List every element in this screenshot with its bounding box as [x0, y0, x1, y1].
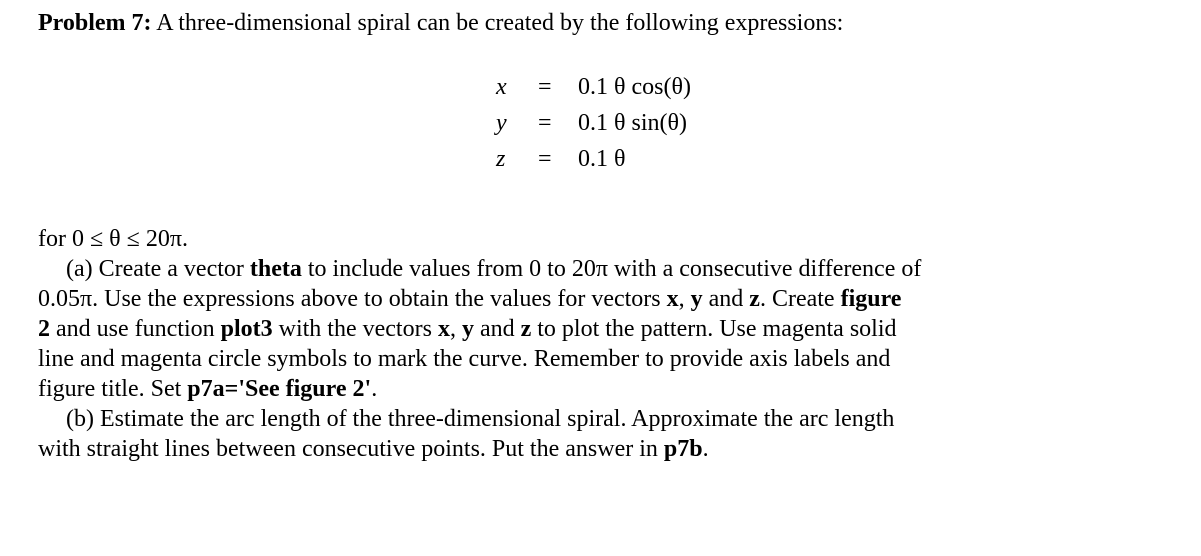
- p7a-assignment: p7a='See figure 2': [187, 376, 372, 402]
- figure-number: 2: [38, 316, 50, 342]
- part-a-text: ,: [678, 286, 691, 312]
- part-b-text: with straight lines between consecutive points. Put the answer in: [38, 436, 664, 462]
- vector-y-name: y: [461, 316, 474, 342]
- part-a-line-2: [38, 284, 901, 314]
- part-b-line-1: (b) Estimate the arc length of the three-dimensional spiral. Approximate the arc length: [66, 406, 895, 432]
- equation-x-rhs: 0.1 θ cos(θ): [578, 74, 691, 100]
- part-a-text: to include values from 0 to 20π with a consecutive difference of: [301, 256, 922, 282]
- vector-z-name: z: [749, 286, 760, 312]
- part-a-text: figure title. Set: [38, 376, 188, 402]
- equation-y-op: =: [538, 110, 552, 136]
- vector-x-name: x: [666, 286, 679, 312]
- part-a-text: .: [371, 376, 378, 402]
- part-a-line-3: [38, 314, 897, 344]
- part-a-text: with the vectors: [272, 316, 438, 342]
- equation-z-lhs: z: [496, 146, 506, 172]
- figure-keyword: figure: [840, 286, 902, 312]
- part-a-text: . Create: [759, 286, 841, 312]
- part-a-text: ,: [449, 316, 462, 342]
- p7b-variable: p7b: [663, 436, 703, 462]
- equation-y-lhs: y: [496, 110, 507, 136]
- vector-y-name: y: [690, 286, 703, 312]
- vector-z-name: z: [520, 316, 532, 342]
- part-a-text: and use function: [50, 316, 221, 342]
- part-a-line-5: [38, 374, 377, 404]
- equation-z-op: =: [538, 146, 552, 172]
- problem-intro-text: A three-dimensional spiral can be created by the following expressions:: [156, 10, 844, 36]
- domain-text: for 0 ≤ θ ≤ 20π.: [38, 226, 188, 252]
- part-a-text: 0.05π. Use the expressions above to obtain the values for vectors: [38, 286, 667, 312]
- equation-y-rhs: 0.1 θ sin(θ): [578, 110, 687, 136]
- vector-x-name: x: [437, 316, 450, 342]
- equation-z-rhs: 0.1 θ: [578, 146, 626, 172]
- part-b-line-2: [38, 434, 709, 464]
- part-b-text: .: [702, 436, 709, 462]
- part-a-text: (a) Create a vector: [66, 256, 250, 282]
- problem-intro: [38, 8, 843, 38]
- part-a-line-1: [66, 254, 921, 284]
- theta-vector-name: theta: [249, 256, 302, 282]
- plot3-function-name: plot3: [220, 316, 273, 342]
- problem-label: Problem 7:: [38, 10, 152, 36]
- part-a-text: and: [473, 316, 521, 342]
- equation-x-lhs: x: [496, 74, 507, 100]
- equation-x-op: =: [538, 74, 552, 100]
- part-a-line-4: line and magenta circle symbols to mark the curve. Remember to provide axis labels and: [38, 346, 891, 372]
- part-a-text: and: [702, 286, 750, 312]
- part-a-text: to plot the pattern. Use magenta solid: [531, 316, 897, 342]
